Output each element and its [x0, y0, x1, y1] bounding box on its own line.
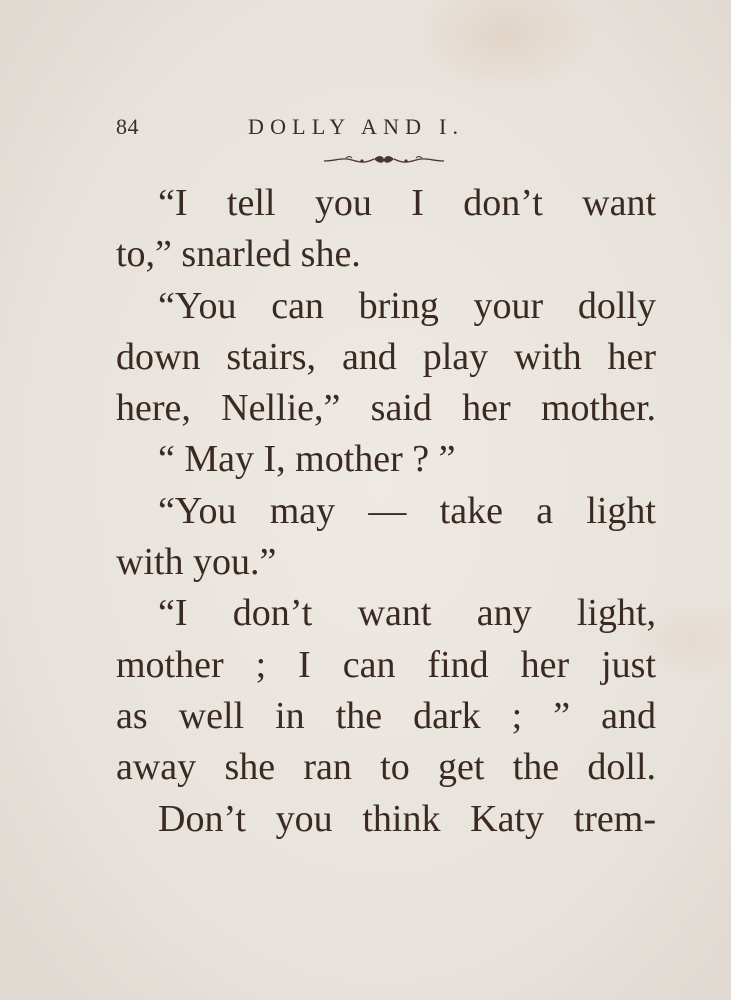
- text-line: to,” snarled she.: [116, 233, 361, 276]
- page-header: [0, 114, 731, 144]
- text-line: “You can bring your dolly: [158, 284, 656, 327]
- text-line: “I don’t want any light,: [158, 592, 656, 635]
- running-title: DOLLY AND I.: [248, 114, 465, 139]
- body-text: [116, 178, 656, 845]
- scroll-ornament-icon: [322, 153, 446, 167]
- text-line: here, Nellie,” said her mother.: [116, 387, 656, 430]
- text-line: away she ran to get the doll.: [116, 746, 656, 789]
- text-line: as well in the dark ; ” and: [116, 694, 656, 737]
- text-line: with you.”: [116, 541, 277, 584]
- text-line: “I tell you I don’t want: [158, 182, 656, 224]
- text-line: mother ; I can find her just: [116, 643, 656, 686]
- text-line: Don’t you think Katy trem-: [158, 797, 656, 840]
- text-line: “You may — take a light: [158, 489, 656, 532]
- text-line: “ May I, mother ? ”: [158, 438, 456, 481]
- page-number: 84: [116, 114, 139, 139]
- text-line: down stairs, and play with her: [116, 335, 656, 378]
